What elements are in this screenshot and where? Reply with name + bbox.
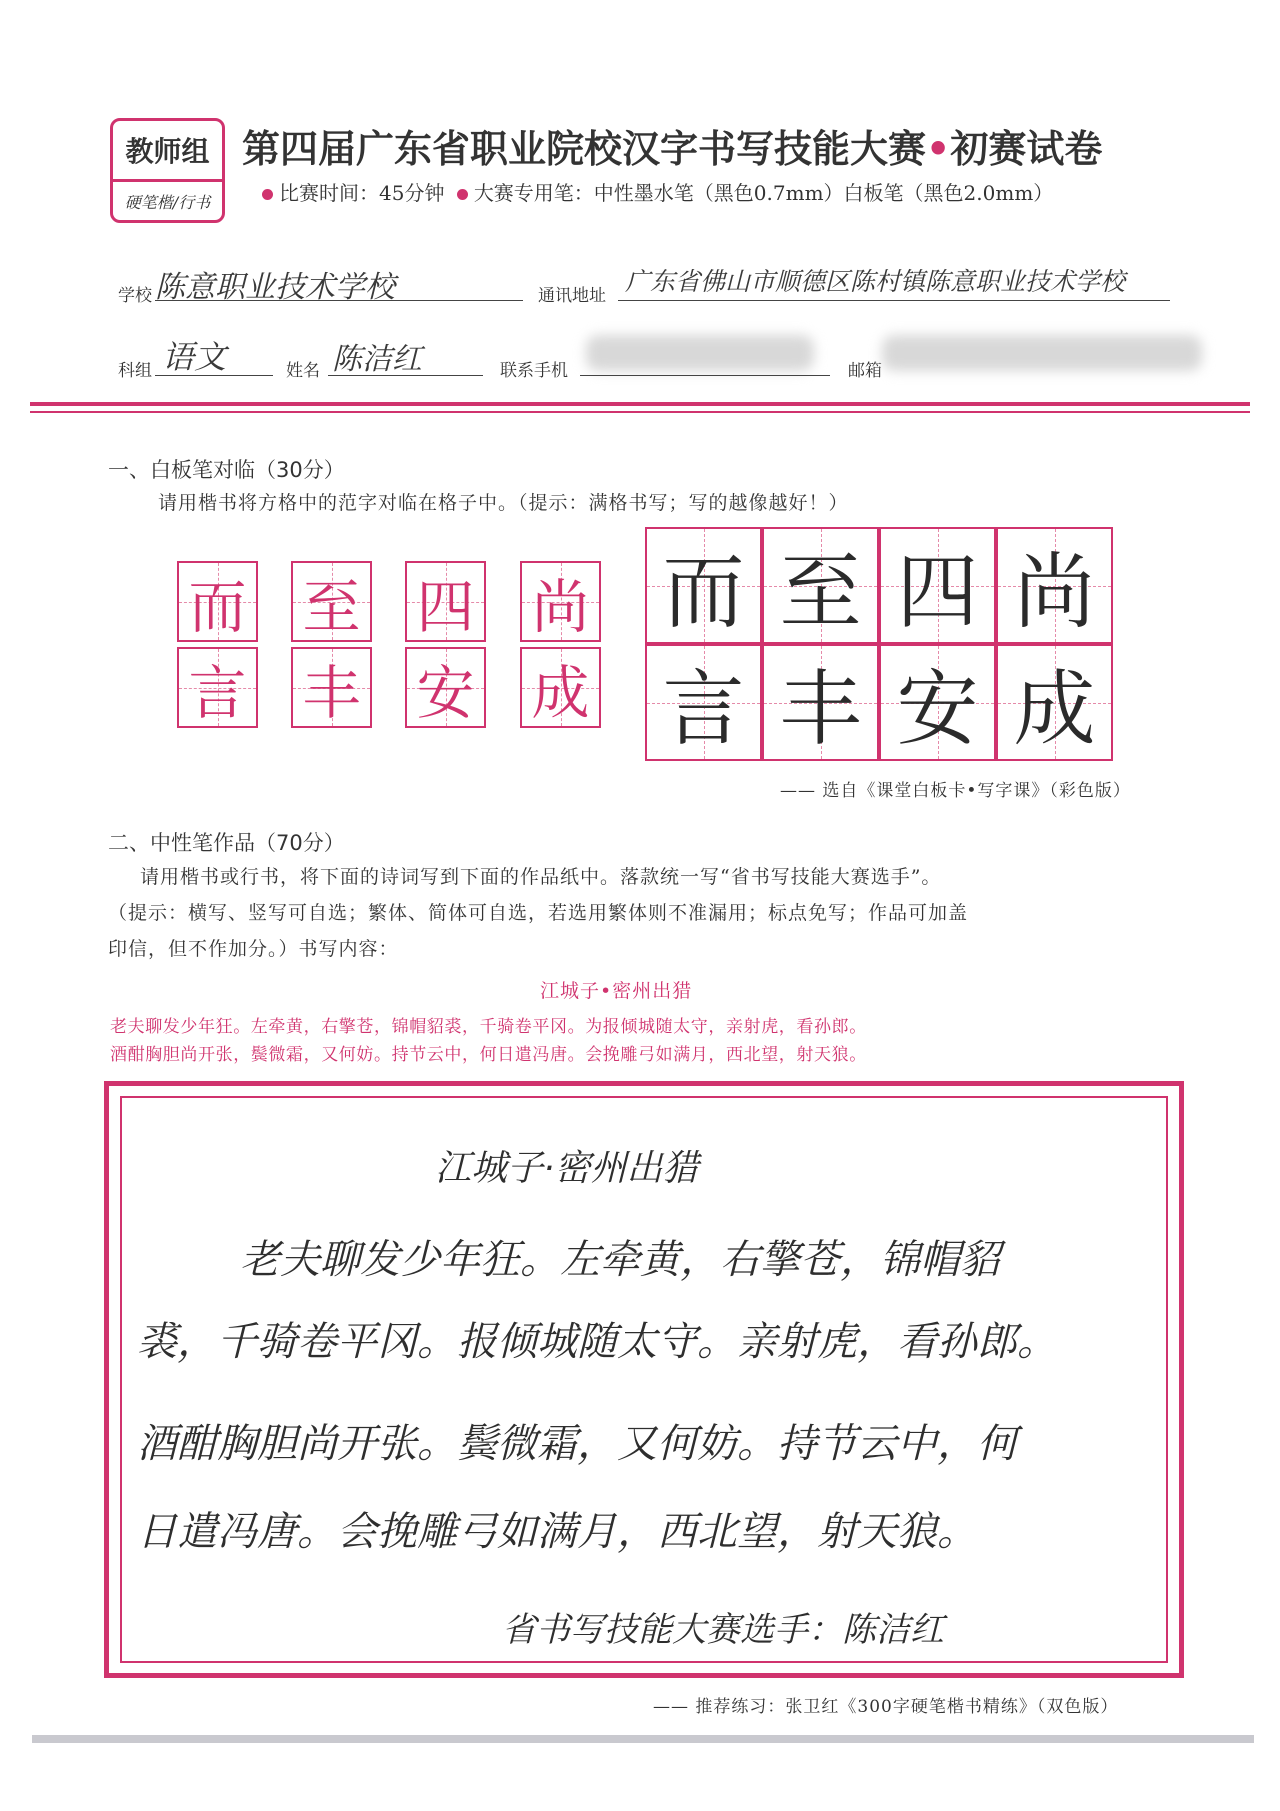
bullet-icon [262, 189, 273, 200]
pen-info: 大赛专用笔：中性墨水笔（黑色0.7mm）白板笔（黑色2.0mm） [473, 181, 1054, 205]
artwork-line-4: 日遣冯唐。会挽雕弓如满月，西北望，射天狼。 [137, 1509, 977, 1555]
section1-heading: 一、白板笔对临（30分） [108, 458, 345, 482]
model-char: 至 [302, 572, 361, 641]
model-cell [177, 647, 258, 728]
subject-underline [155, 375, 273, 376]
copy-cell[interactable] [762, 644, 879, 761]
model-char: 成 [531, 658, 590, 727]
title-suffix: 初赛试卷 [950, 127, 1103, 171]
model-cell [405, 647, 486, 728]
model-cell [520, 561, 601, 642]
model-cell [177, 561, 258, 642]
page-title [242, 118, 1102, 173]
badge-style-label: 硬笔楷/行书 [124, 192, 211, 212]
exam-info [262, 177, 1053, 206]
copy-char: 至 [779, 545, 862, 640]
copy-char: 四 [896, 545, 979, 640]
section1-source: —— 选自《课堂白板卡•写字课》（彩色版） [780, 781, 1131, 801]
name-value: 陈洁红 [332, 342, 422, 377]
artwork-title: 江城子·密州出猎 [435, 1148, 699, 1189]
copy-cell[interactable] [996, 644, 1113, 761]
bullet-icon [457, 189, 468, 200]
email-label: 邮箱 [848, 361, 882, 381]
email-redacted [882, 335, 1202, 371]
subject-label: 科组 [118, 361, 152, 381]
copy-cell[interactable] [879, 644, 996, 761]
title-main: 第四届广东省职业院校汉字书写技能大赛 [242, 127, 927, 171]
artwork-line-1: 老夫聊发少年狂。左牵黄，右擎苍，锦帽貂 [240, 1237, 1000, 1283]
artwork-line-2: 裘，千骑卷平冈。报倾城随太守。亲射虎，看孙郎。 [137, 1319, 1057, 1365]
address-underline [618, 300, 1170, 301]
model-cell [291, 561, 372, 642]
title-separator-dot: • [926, 127, 951, 171]
time-info: 比赛时间：45分钟 [279, 181, 445, 205]
section2-heading: 二、中性笔作品（70分） [108, 831, 345, 855]
copy-cell[interactable] [645, 644, 762, 761]
model-char: 言 [188, 658, 247, 727]
subject-value: 语文 [162, 338, 227, 376]
copy-char: 安 [896, 662, 979, 757]
badge-group-label: 教师组 [113, 121, 222, 182]
model-char: 安 [416, 658, 475, 727]
copy-cell[interactable] [645, 527, 762, 644]
copy-char: 而 [662, 545, 745, 640]
model-cell [405, 561, 486, 642]
name-underline [328, 375, 483, 376]
copy-char: 尚 [1013, 545, 1096, 640]
copy-cell[interactable] [879, 527, 996, 644]
school-underline [155, 300, 523, 301]
section2-instruction-3: 印信，但不作加分。）书写内容： [108, 938, 399, 960]
copy-char: 言 [662, 662, 745, 757]
artwork-signature: 省书写技能大赛选手：陈洁红 [502, 1610, 944, 1650]
address-label: 通讯地址 [538, 286, 606, 306]
section2-instruction-2: （提示：横写、竖写可自选；繁体、简体可自选，若选用繁体则不准漏用；标点免写；作品可加盖 [108, 902, 969, 924]
model-cell [520, 647, 601, 728]
poem-line-1: 老夫聊发少年狂。左牵黄，右擎苍，锦帽貂裘，千骑卷平冈。为报倾城随太守，亲射虎，看孙郎。 [110, 1017, 867, 1037]
model-char: 而 [188, 572, 247, 641]
section2-instruction-1: 请用楷书或行书，将下面的诗词写到下面的作品纸中。落款统一写“省书写技能大赛选手”。 [140, 866, 942, 888]
model-char: 丰 [302, 658, 361, 727]
copy-cell[interactable] [996, 527, 1113, 644]
school-label: 学校 [118, 286, 152, 306]
phone-redacted [586, 335, 814, 371]
address-value: 广东省佛山市顺德区陈村镇陈意职业技术学校 [625, 267, 1126, 296]
section1-instruction: 请用楷书将方格中的范字对临在格子中。（提示：满格书写；写的越像越好！） [158, 492, 849, 514]
model-cell [291, 647, 372, 728]
model-char: 尚 [531, 572, 590, 641]
copy-cell[interactable] [762, 527, 879, 644]
footer-recommend: —— 推荐练习：张卫红《300字硬笔楷书精练》（双色版） [653, 1697, 1119, 1717]
phone-underline [580, 375, 830, 376]
poem-line-2: 酒酣胸胆尚开张，鬓微霜，又何妨。持节云中，何日遣冯唐。会挽雕弓如满月，西北望，射天狼。 [110, 1045, 867, 1065]
school-value: 陈意职业技术学校 [155, 270, 395, 305]
page-bottom-bar [32, 1735, 1254, 1743]
phone-label: 联系手机 [500, 361, 568, 381]
name-label: 姓名 [286, 361, 320, 381]
model-char: 四 [416, 572, 475, 641]
artwork-line-3: 酒酣胸胆尚开张。鬓微霜，又何妨。持节云中，何 [137, 1421, 1017, 1467]
header-divider-thick [30, 402, 1250, 406]
header-divider-thin [30, 411, 1250, 413]
group-badge [110, 118, 225, 223]
poem-title: 江城子•密州出猎 [540, 980, 693, 1002]
copy-char: 成 [1013, 662, 1096, 757]
copy-char: 丰 [779, 662, 862, 757]
